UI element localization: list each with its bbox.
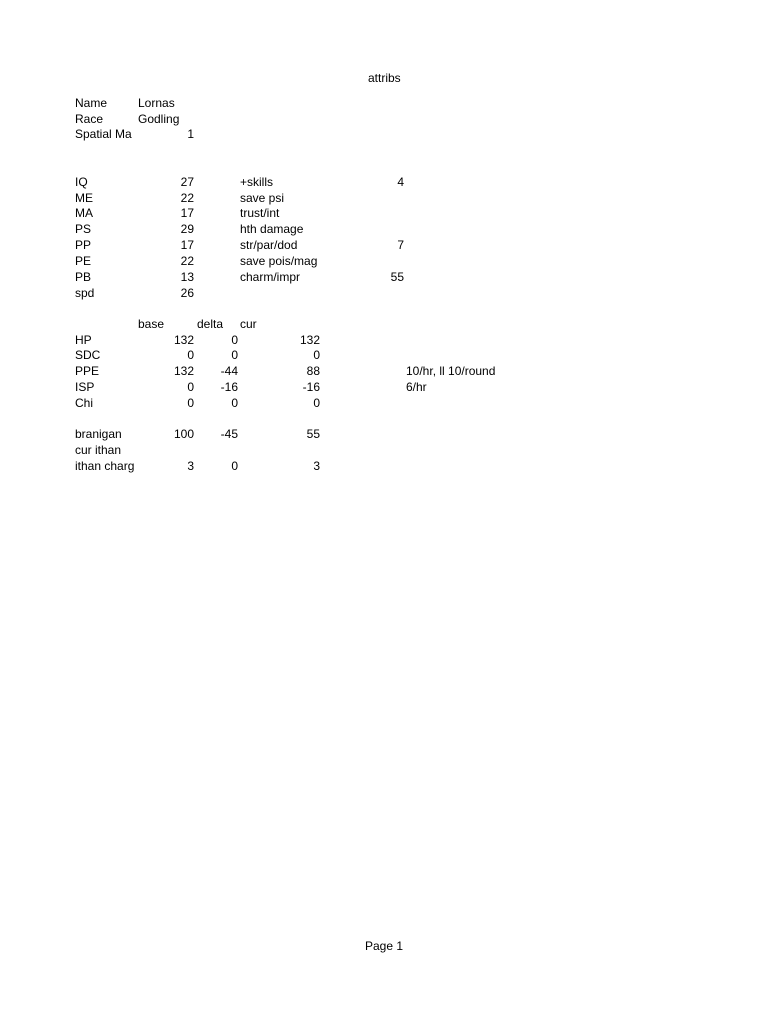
attribute-note: save pois/mag (240, 254, 318, 268)
attribute-value: 26 (180, 286, 194, 300)
attribute-label: spd (75, 286, 95, 300)
pool-delta: -16 (220, 380, 238, 394)
pool-cur: 0 (313, 396, 320, 410)
pool-note: 10/hr, ll 10/round (406, 364, 496, 378)
pool-label: PPE (75, 364, 100, 378)
page-footer: Page 1 (365, 939, 404, 953)
attribute-note: trust/int (240, 206, 280, 220)
spatial-label: Spatial Ma (75, 127, 132, 141)
pool-label: Chi (75, 396, 94, 410)
pool-note: 6/hr (406, 380, 427, 394)
item-cur: 3 (313, 459, 320, 473)
attribute-label: PS (75, 222, 92, 236)
item-delta: -45 (220, 427, 238, 441)
pool-base: 0 (187, 396, 194, 410)
pool-base: 132 (173, 333, 194, 347)
pool-delta: 0 (231, 348, 238, 362)
spatial-value: 1 (187, 127, 194, 141)
attribute-note: hth damage (240, 222, 304, 236)
item-cur: 55 (306, 427, 320, 441)
attribute-label: ME (75, 191, 93, 205)
pool-base: 0 (187, 348, 194, 362)
pool-label: ISP (75, 380, 95, 394)
attribute-value: 17 (180, 206, 194, 220)
attribute-value: 13 (180, 270, 194, 284)
attribute-bonus: 7 (397, 238, 404, 252)
attribute-label: PE (75, 254, 92, 268)
pool-delta: 0 (231, 396, 238, 410)
item-base: 100 (173, 427, 194, 441)
sheet-title: attribs (368, 71, 401, 85)
attribute-note: save psi (240, 191, 285, 205)
pool-base: 0 (187, 380, 194, 394)
item-base: 3 (187, 459, 194, 473)
attribute-value: 29 (180, 222, 194, 236)
pool-base: 132 (173, 364, 194, 378)
column-header-cur: cur (240, 317, 257, 331)
pool-cur: -16 (302, 380, 320, 394)
name-label: Name (75, 96, 108, 110)
item-label: cur ithan (75, 443, 122, 457)
pool-label: HP (75, 333, 92, 347)
attribute-label: PB (75, 270, 92, 284)
attribute-value: 22 (180, 191, 194, 205)
pool-delta: 0 (231, 333, 238, 347)
column-header-base: base (138, 317, 165, 331)
attribute-note: charm/impr (240, 270, 301, 284)
attribute-value: 22 (180, 254, 194, 268)
pool-label: SDC (75, 348, 101, 362)
attribute-value: 17 (180, 238, 194, 252)
attribute-label: IQ (75, 175, 88, 189)
attribute-note: str/par/dod (240, 238, 298, 252)
attribute-bonus: 55 (390, 270, 404, 284)
race-value: Godling (138, 112, 180, 126)
column-header-delta: delta (197, 317, 224, 331)
attribute-label: PP (75, 238, 92, 252)
item-delta: 0 (231, 459, 238, 473)
item-label: branigan (75, 427, 122, 441)
name-value: Lornas (138, 96, 175, 110)
pool-cur: 0 (313, 348, 320, 362)
attribute-label: MA (75, 206, 93, 220)
race-label: Race (75, 112, 104, 126)
item-label: ithan charg (75, 459, 135, 473)
pool-cur: 132 (299, 333, 320, 347)
pool-cur: 88 (306, 364, 320, 378)
pool-delta: -44 (220, 364, 238, 378)
attribute-value: 27 (180, 175, 194, 189)
attribute-note: +skills (240, 175, 274, 189)
attribute-bonus: 4 (397, 175, 404, 189)
